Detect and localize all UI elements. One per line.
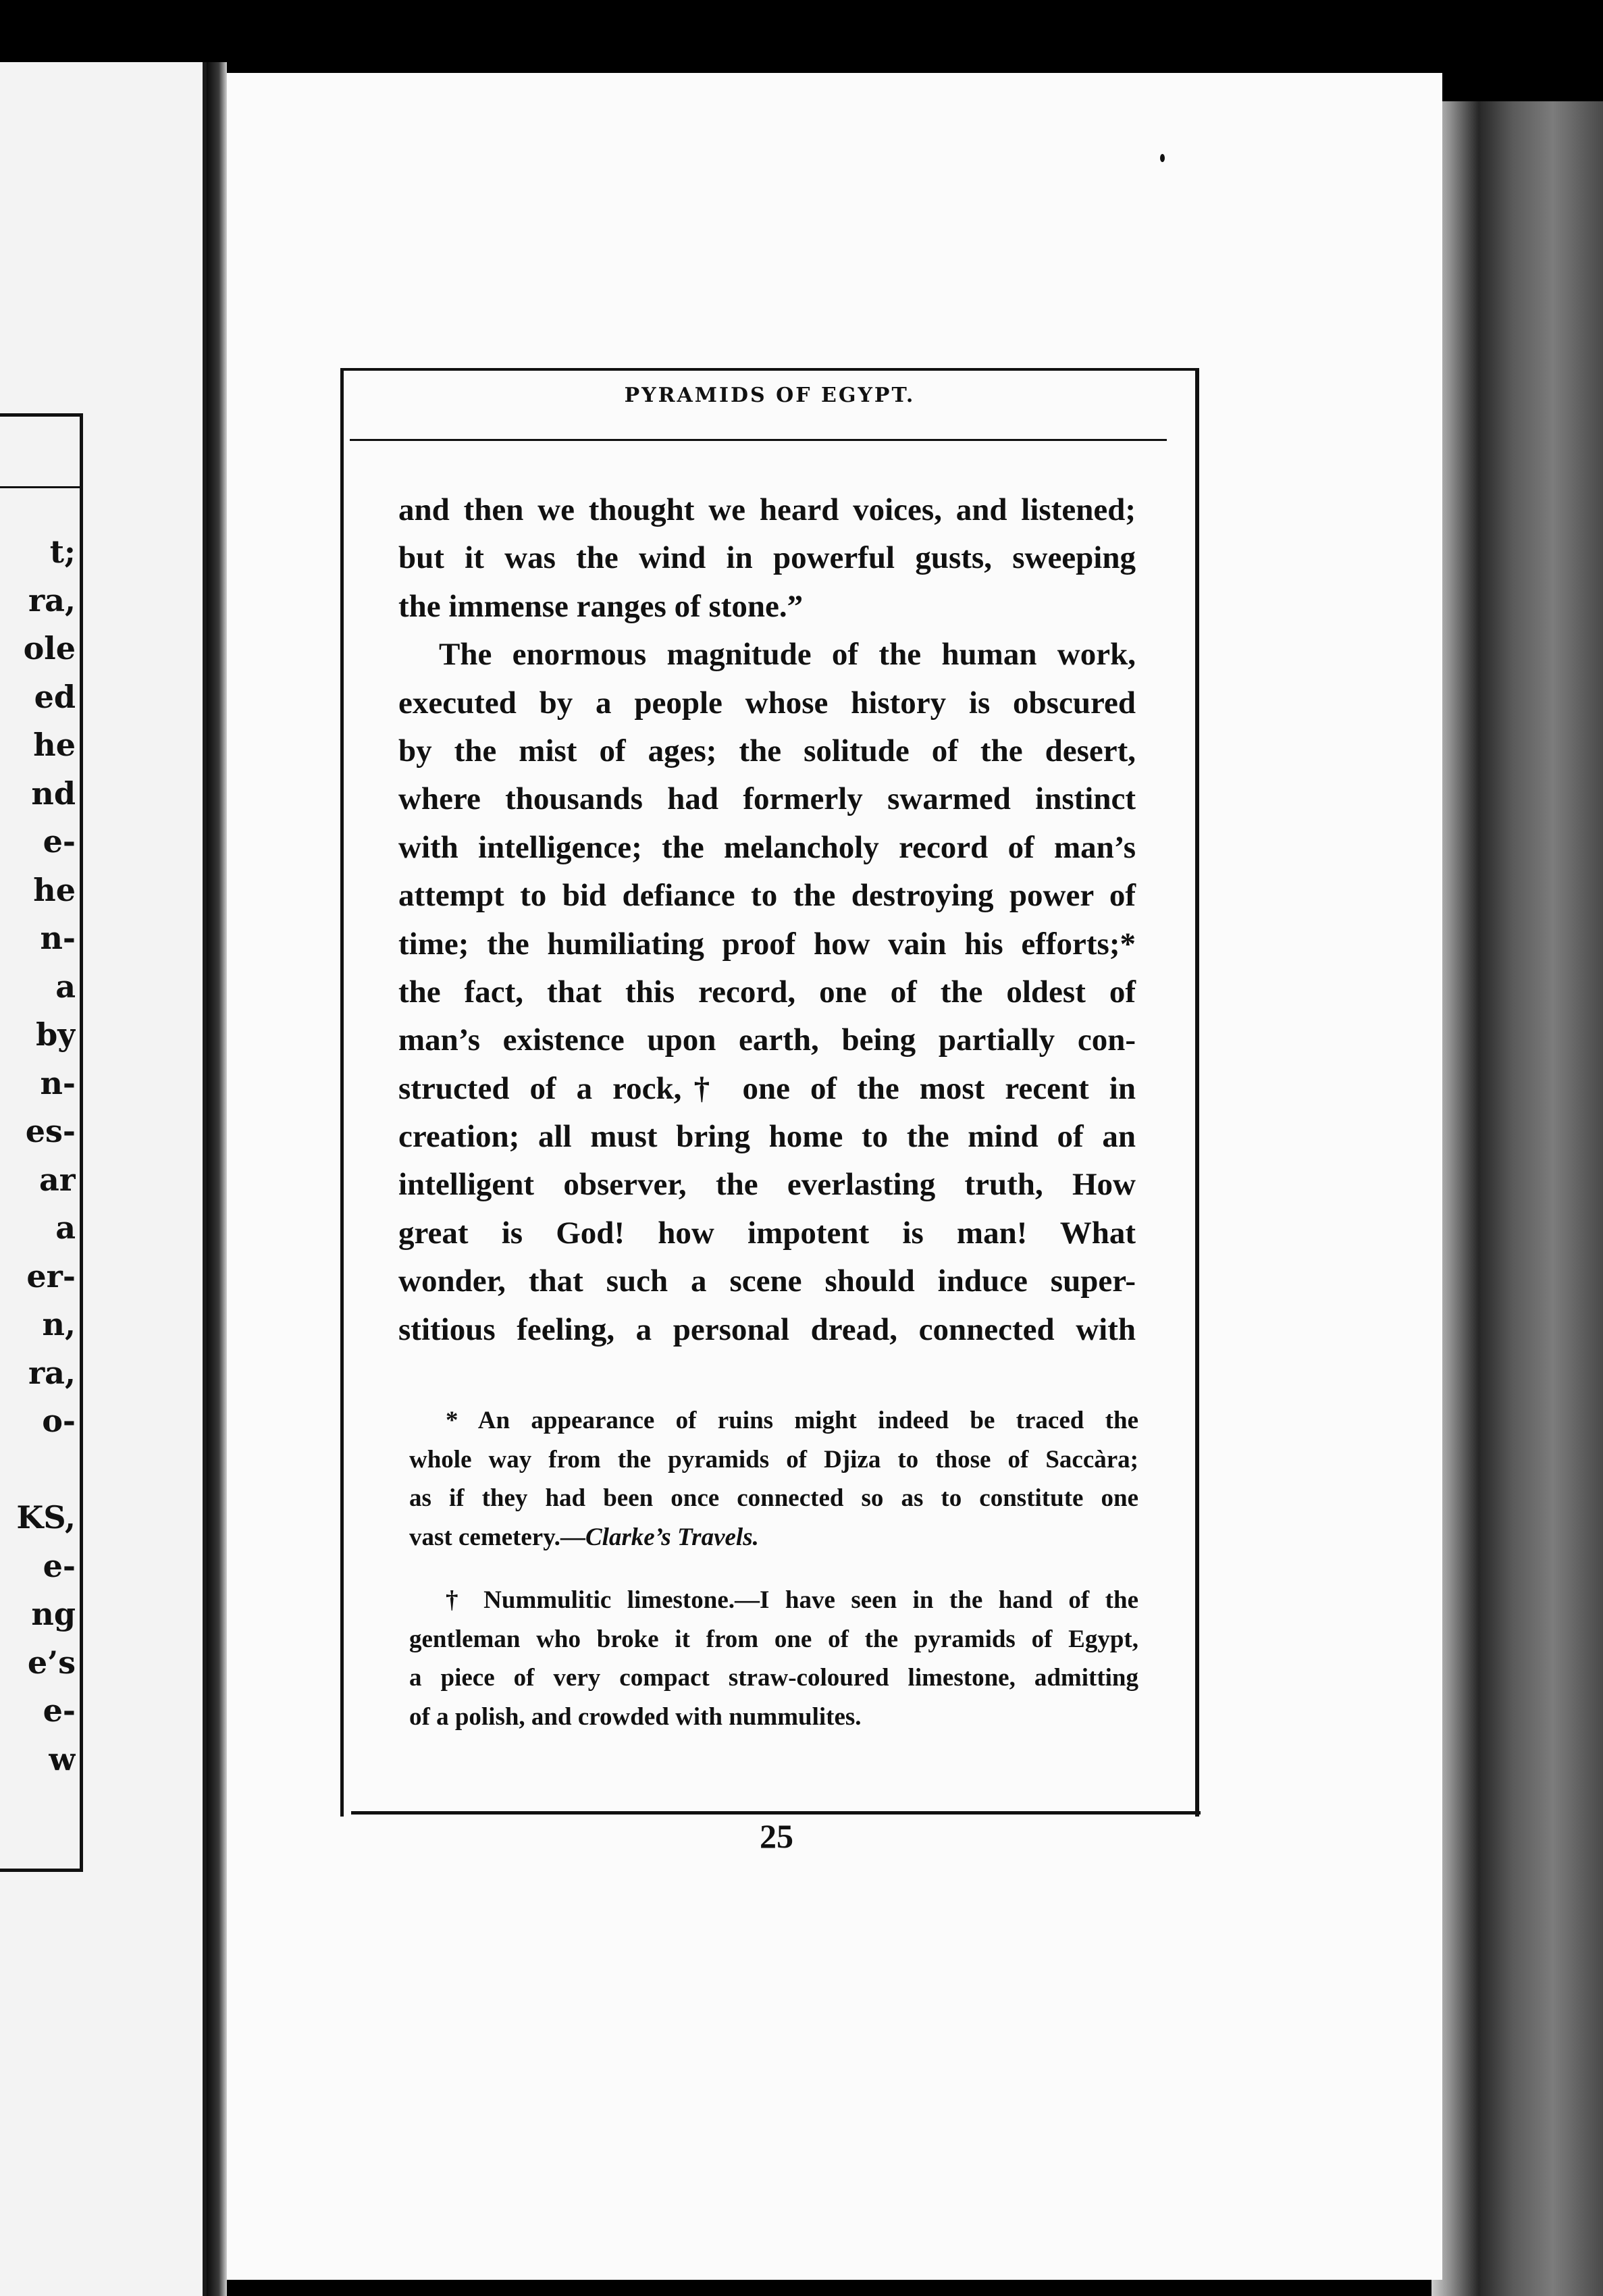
body-line: stitious feeling, a personal dread, connected with [398,1311,1136,1347]
body-line: and then we thought we heard voices, and listened; [398,492,1136,527]
body-text [398,486,1136,1354]
body-line: creation; all must bring home to the mind of an [398,1119,1136,1155]
footnote-line: a piece of very compact straw-coloured limestone, admitting [409,1664,1138,1692]
body-line: by the mist of ages; the solitude of the desert, [398,733,1136,768]
footnote-line: gentleman who broke it from one of the pyramids of Egypt, [409,1625,1138,1653]
page-number: 25 [760,1817,793,1855]
footnote-citation: Clarke’s Travels. [585,1523,759,1551]
body-line: but it was the wind in powerful gusts, sweeping [398,540,1136,576]
footnote-line: of a polish, and crowded with nummulites. [409,1702,862,1731]
running-head: PYRAMIDS OF EGYPT. [624,384,916,407]
page-edge-right [1431,101,1603,2296]
body-line: wonder, that such a scene should induce super- [398,1263,1136,1299]
left-page-header-rule [0,486,80,488]
footnotes [409,1401,1138,1760]
body-line: intelligent observer, the everlasting truth, How [398,1167,1136,1203]
footnote-line: * An appearance of ruins might indeed be traced the [446,1407,1138,1434]
footnote-line: as if they had been once connected so as to constitute one [409,1484,1138,1512]
footnote-line [409,1518,1138,1557]
body-line: with intelligence; the melancholy record of man’s [398,829,1136,865]
left-page-text-fragments: t; ra, ole ed he nd e- he n- a by n- es- ar a er- n, ra, o- KS, e- ng e’s e- w [16,533,76,1777]
left-page-edge [0,62,207,2296]
body-line: executed by a people whose history is obscured [398,685,1136,721]
footnote-line: whole way from the pyramids of Djiza to those of Saccàra; [409,1445,1138,1473]
body-line: man’s existence upon earth, being partially con- [398,1022,1136,1058]
body-line: great is God! how impotent is man! What [398,1215,1136,1251]
footnote-ruins [409,1401,1138,1557]
body-line: The enormous magnitude of the human work, [439,637,1136,673]
body-line: time; the humiliating proof how vain his efforts;* [398,926,1136,962]
book-gutter [207,62,227,2296]
body-line: the fact, that this record, one of the oldest of [398,974,1136,1010]
footnote-limestone [409,1581,1138,1736]
body-line: where thousands had formerly swarmed instinct [398,781,1136,817]
running-head-rule [350,439,1167,441]
body-line: the immense ranges of stone.” [398,588,804,624]
scan-speck [1160,154,1165,162]
footnote-line: † Nummulitic limestone.—I have seen in the hand of the [446,1586,1138,1614]
footnote-text: vast cemetery.— [409,1523,585,1551]
page-border-bottom [351,1811,1201,1815]
body-line: attempt to bid defiance to the destroying power of [398,878,1136,914]
body-line: structed of a rock,† one of the most recent in [398,1070,1136,1106]
